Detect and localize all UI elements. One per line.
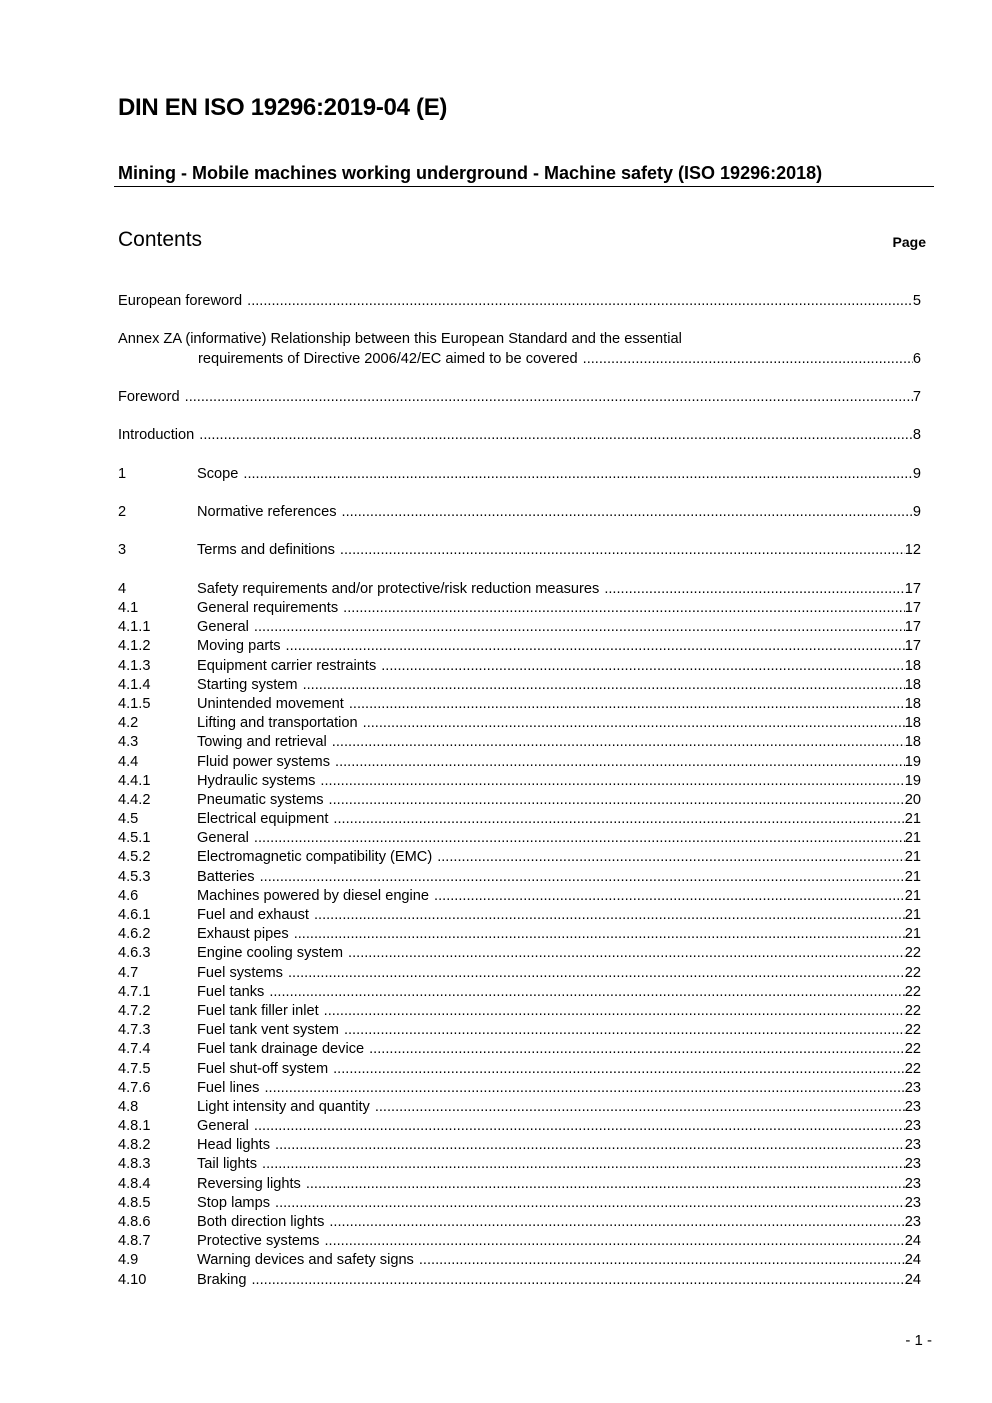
dot-leader <box>320 772 904 791</box>
toc-section-4-list <box>118 580 921 1290</box>
dot-leader <box>199 426 913 445</box>
dot-leader <box>369 1040 905 1059</box>
toc-entry-number: 4.8 <box>118 1098 139 1115</box>
toc-entry-subsection[interactable] <box>118 657 921 676</box>
dot-leader <box>314 906 905 925</box>
toc-entry-page: 18 <box>904 715 921 732</box>
toc-entry-title: Fuel tank vent system <box>197 1021 344 1040</box>
toc-entry-page: 22 <box>904 1060 921 1077</box>
dot-leader <box>260 868 905 887</box>
dot-leader <box>349 695 905 714</box>
toc-entry-number: 4.5.2 <box>118 849 151 866</box>
toc-entry-number: 4.8.3 <box>118 1156 151 1173</box>
toc-entry-page: 22 <box>904 1022 921 1039</box>
toc-entry-subsection[interactable] <box>118 810 921 829</box>
toc-entry-number: 4 <box>118 580 127 597</box>
toc-entry-number: 4.4.1 <box>118 772 151 789</box>
dot-leader <box>333 1060 905 1079</box>
toc-entry-page: 6 <box>912 350 921 367</box>
toc-entry-page: 23 <box>904 1175 921 1192</box>
toc-entry-subsection[interactable] <box>118 1213 921 1232</box>
toc-entry-subsection[interactable] <box>118 580 921 599</box>
toc-entry-number: 4.1.5 <box>118 695 151 712</box>
dot-leader <box>294 925 905 944</box>
toc-entry-page: 23 <box>904 1156 921 1173</box>
dot-leader <box>583 350 913 369</box>
toc-entry-title: Fuel shut-off system <box>197 1060 333 1079</box>
dot-leader <box>335 753 905 772</box>
toc-entry-number: 4.4 <box>118 753 139 770</box>
toc-entry-number: 4.5.3 <box>118 868 151 885</box>
toc-entry-page: 17 <box>904 580 921 597</box>
dot-leader <box>324 1232 904 1251</box>
toc-entry-title: Scope <box>197 465 243 484</box>
toc-entry-title: Annex ZA (informative) Relationship between this European Standard and the essential <box>118 331 682 348</box>
toc-entry-section[interactable] <box>118 465 921 484</box>
toc-entry-title: Electromagnetic compatibility (EMC) <box>197 848 437 867</box>
toc-entry-subsection[interactable] <box>118 887 921 906</box>
toc-entry-subsection[interactable] <box>118 1002 921 1021</box>
toc-entry-title: Hydraulic systems <box>197 772 320 791</box>
dot-leader <box>254 829 905 848</box>
dot-leader <box>185 388 913 407</box>
toc-entry-page: 17 <box>904 638 921 655</box>
toc-entry-european-foreword[interactable] <box>118 292 921 311</box>
toc-entry-title: Engine cooling system <box>197 944 348 963</box>
toc-entry-number: 4.8.1 <box>118 1118 151 1135</box>
contents-heading: Contents <box>118 228 203 251</box>
toc-entry-subsection[interactable] <box>118 1155 921 1174</box>
toc-entry-page: 18 <box>904 657 921 674</box>
dot-leader <box>343 599 905 618</box>
toc-entry-subsection[interactable] <box>118 1194 921 1213</box>
toc-entry-title: Lifting and transportation <box>197 714 363 733</box>
toc-entry-number: 4.1.3 <box>118 657 151 674</box>
toc-entry-subsection[interactable] <box>118 599 921 618</box>
toc-entry-number: 4.8.2 <box>118 1137 151 1154</box>
toc-entry-page: 22 <box>904 1002 921 1019</box>
toc-entry-number: 4.5 <box>118 811 139 828</box>
toc-entry-section[interactable] <box>118 541 921 560</box>
toc-entry-title: Normative references <box>197 503 342 522</box>
toc-entry-title: Fuel lines <box>197 1079 264 1098</box>
toc-entry-page: 23 <box>904 1098 921 1115</box>
toc-entry-title: Warning devices and safety signs <box>197 1251 419 1270</box>
dot-leader <box>329 1213 904 1232</box>
table-of-contents <box>118 292 921 1290</box>
toc-entry-subsection[interactable] <box>118 848 921 867</box>
toc-entry-section[interactable] <box>118 503 921 522</box>
dot-leader <box>363 714 905 733</box>
page-column-heading: Page <box>892 234 926 250</box>
toc-entry-foreword[interactable] <box>118 388 921 407</box>
toc-entry-number: 4.10 <box>118 1271 147 1288</box>
toc-entry-subsection[interactable] <box>118 676 921 695</box>
toc-entry-number: 4.5.1 <box>118 830 151 847</box>
toc-entry-subsection[interactable] <box>118 1232 921 1251</box>
toc-entry-page: 17 <box>904 600 921 617</box>
dot-leader <box>340 541 905 560</box>
toc-entry-page: 12 <box>904 542 921 559</box>
toc-entry-number: 4.7.1 <box>118 983 151 1000</box>
toc-entry-subsection[interactable] <box>118 1175 921 1194</box>
toc-entry-subsection[interactable] <box>118 1117 921 1136</box>
toc-entry-subsection[interactable] <box>118 1060 921 1079</box>
toc-entry-number: 4.6.2 <box>118 926 151 943</box>
toc-entry-page: 5 <box>912 293 921 309</box>
toc-entry-page: 21 <box>904 907 921 924</box>
subtitle-rule <box>114 186 934 187</box>
toc-entry-number: 4.8.5 <box>118 1194 151 1211</box>
toc-entry-title: Machines powered by diesel engine <box>197 887 434 906</box>
toc-entry-subsection[interactable] <box>118 1021 921 1040</box>
toc-entry-page: 8 <box>912 427 921 444</box>
dot-leader <box>288 964 905 983</box>
toc-entry-number: 4.2 <box>118 715 139 732</box>
toc-entry-subsection[interactable] <box>118 964 921 983</box>
dot-leader <box>264 1079 904 1098</box>
toc-entry-title: European foreword <box>118 292 247 311</box>
toc-entry-page: 21 <box>904 849 921 866</box>
toc-entry-number: 4.1.2 <box>118 638 151 655</box>
toc-entry-title: Batteries <box>197 868 260 887</box>
dot-leader <box>251 1271 904 1290</box>
dot-leader <box>434 887 905 906</box>
toc-entry-page: 18 <box>904 676 921 693</box>
toc-entry-title: Unintended movement <box>197 695 349 714</box>
toc-entry-number: 4.7.4 <box>118 1041 151 1058</box>
toc-entry-subsection[interactable] <box>118 1251 921 1270</box>
toc-entry-title: Terms and definitions <box>197 541 340 560</box>
toc-entry-page: 21 <box>904 811 921 828</box>
toc-entry-page: 9 <box>912 465 921 482</box>
dot-leader <box>333 810 904 829</box>
toc-entry-title: Moving parts <box>197 637 286 656</box>
toc-entry-page: 22 <box>904 964 921 981</box>
toc-entry-annex-za[interactable] <box>118 330 921 368</box>
toc-entry-subsection[interactable] <box>118 829 921 848</box>
toc-entry-title: Reversing lights <box>197 1175 306 1194</box>
toc-entry-page: 7 <box>912 388 921 405</box>
toc-entry-page: 21 <box>904 868 921 885</box>
toc-entry-page: 23 <box>904 1079 921 1096</box>
toc-entry-subsection[interactable] <box>118 1136 921 1155</box>
toc-entry-title: Light intensity and quantity <box>197 1098 375 1117</box>
dot-leader <box>306 1175 905 1194</box>
dot-leader <box>269 983 904 1002</box>
toc-entry-title: Introduction <box>118 426 199 445</box>
toc-entry-number: 4.7 <box>118 964 139 981</box>
toc-entry-title: General <box>197 1117 254 1136</box>
toc-entry-number: 4.4.2 <box>118 791 151 808</box>
toc-entry-subsection[interactable] <box>118 618 921 637</box>
toc-entry-number: 4.7.6 <box>118 1079 151 1096</box>
toc-entry-number: 4.6 <box>118 887 139 904</box>
toc-entry-page: 22 <box>904 945 921 962</box>
toc-entry-page: 21 <box>904 926 921 943</box>
toc-entry-number: 4.7.3 <box>118 1022 151 1039</box>
toc-entry-title: Safety requirements and/or protective/risk reduction measures <box>197 580 604 599</box>
toc-entry-title: Towing and retrieval <box>197 733 332 752</box>
dot-leader <box>286 637 905 656</box>
toc-entry-page: 24 <box>904 1252 921 1269</box>
toc-entry-subsection[interactable] <box>118 1040 921 1059</box>
toc-entry-title: Fuel systems <box>197 964 288 983</box>
toc-entry-title: Fuel tanks <box>197 983 269 1002</box>
toc-entry-title: Tail lights <box>197 1155 262 1174</box>
toc-entry-title-continued: requirements of Directive 2006/42/EC aimed to be covered <box>198 350 583 369</box>
toc-entry-number: 4.1.1 <box>118 619 151 636</box>
toc-entry-page: 21 <box>904 887 921 904</box>
toc-entry-subsection[interactable] <box>118 1271 921 1290</box>
dot-leader <box>348 944 905 963</box>
document-title: DIN EN ISO 19296:2019-04 (E) <box>118 94 448 121</box>
toc-entry-title: General <box>197 618 254 637</box>
toc-entry-title: Fuel and exhaust <box>197 906 314 925</box>
toc-entry-title: Equipment carrier restraints <box>197 657 381 676</box>
toc-entry-title: Exhaust pipes <box>197 925 294 944</box>
toc-entry-title: Fuel tank drainage device <box>197 1040 369 1059</box>
dot-leader <box>254 1117 905 1136</box>
toc-entry-page: 23 <box>904 1118 921 1135</box>
dot-leader <box>381 657 905 676</box>
toc-entry-page: 23 <box>904 1137 921 1154</box>
dot-leader <box>332 733 905 752</box>
toc-entry-title: General <box>197 829 254 848</box>
toc-entry-page: 24 <box>904 1233 921 1250</box>
dot-leader <box>275 1136 905 1155</box>
toc-entry-title: Starting system <box>197 676 303 695</box>
toc-entry-title: Braking <box>197 1271 251 1290</box>
page-number: - 1 - <box>905 1332 932 1349</box>
toc-entry-number: 4.1 <box>118 600 139 617</box>
toc-entry-subsection[interactable] <box>118 791 921 810</box>
toc-entry-subsection[interactable] <box>118 906 921 925</box>
toc-entry-subsection[interactable] <box>118 944 921 963</box>
toc-entry-number: 3 <box>118 542 127 559</box>
toc-entry-title: Protective systems <box>197 1232 324 1251</box>
toc-entry-subsection[interactable] <box>118 925 921 944</box>
toc-entry-page: 21 <box>904 830 921 847</box>
document-subtitle: Mining - Mobile machines working underground - Machine safety (ISO 19296:2018) <box>118 163 823 183</box>
toc-entry-number: 2 <box>118 504 127 521</box>
toc-entry-title: Stop lamps <box>197 1194 275 1213</box>
dot-leader <box>419 1251 905 1270</box>
dot-leader <box>604 580 904 599</box>
toc-entry-page: 22 <box>904 1041 921 1058</box>
toc-entry-title: Both direction lights <box>197 1213 329 1232</box>
toc-entry-page: 23 <box>904 1194 921 1211</box>
toc-entry-title: Fuel tank filler inlet <box>197 1002 324 1021</box>
toc-entry-title: General requirements <box>197 599 343 618</box>
toc-entry-subsection[interactable] <box>118 753 921 772</box>
toc-entry-number: 4.1.4 <box>118 676 151 693</box>
toc-entry-title: Foreword <box>118 388 185 407</box>
toc-entry-subsection[interactable] <box>118 772 921 791</box>
toc-entry-page: 19 <box>904 753 921 770</box>
toc-entry-page: 24 <box>904 1271 921 1288</box>
dot-leader <box>303 676 905 695</box>
toc-entry-number: 4.8.7 <box>118 1233 151 1250</box>
dot-leader <box>329 791 905 810</box>
toc-entry-page: 23 <box>904 1214 921 1231</box>
toc-entry-page: 19 <box>904 772 921 789</box>
toc-entry-subsection[interactable] <box>118 733 921 752</box>
dot-leader <box>262 1155 905 1174</box>
toc-entry-title: Fluid power systems <box>197 753 335 772</box>
dot-leader <box>437 848 905 867</box>
dot-leader <box>247 292 913 311</box>
toc-entry-introduction[interactable] <box>118 426 921 445</box>
dot-leader <box>342 503 913 522</box>
toc-entry-page: 9 <box>912 504 921 521</box>
toc-entry-page: 22 <box>904 983 921 1000</box>
toc-entry-number: 4.6.1 <box>118 907 151 924</box>
toc-entry-subsection[interactable] <box>118 695 921 714</box>
toc-entry-number: 4.9 <box>118 1252 139 1269</box>
toc-entry-number: 4.7.2 <box>118 1002 151 1019</box>
toc-entry-title: Pneumatic systems <box>197 791 329 810</box>
dot-leader <box>344 1021 905 1040</box>
toc-entry-subsection[interactable] <box>118 1098 921 1117</box>
toc-entry-title: Electrical equipment <box>197 810 333 829</box>
toc-entry-page: 18 <box>904 695 921 712</box>
toc-entry-title: Head lights <box>197 1136 275 1155</box>
toc-entry-subsection[interactable] <box>118 714 921 733</box>
toc-entry-page: 18 <box>904 734 921 751</box>
dot-leader <box>243 465 912 484</box>
toc-entry-number: 4.8.4 <box>118 1175 151 1192</box>
toc-entry-number: 4.6.3 <box>118 945 151 962</box>
toc-entry-number: 4.8.6 <box>118 1214 151 1231</box>
toc-entry-subsection[interactable] <box>118 868 921 887</box>
toc-entry-subsection[interactable] <box>118 1079 921 1098</box>
toc-entry-page: 20 <box>904 791 921 808</box>
dot-leader <box>275 1194 905 1213</box>
dot-leader <box>324 1002 905 1021</box>
toc-entry-number: 1 <box>118 465 127 482</box>
toc-entry-number: 4.3 <box>118 734 139 751</box>
toc-entry-number: 4.7.5 <box>118 1060 151 1077</box>
toc-entry-page: 17 <box>904 619 921 636</box>
toc-entry-subsection[interactable] <box>118 983 921 1002</box>
dot-leader <box>254 618 905 637</box>
toc-entry-subsection[interactable] <box>118 637 921 656</box>
dot-leader <box>375 1098 905 1117</box>
